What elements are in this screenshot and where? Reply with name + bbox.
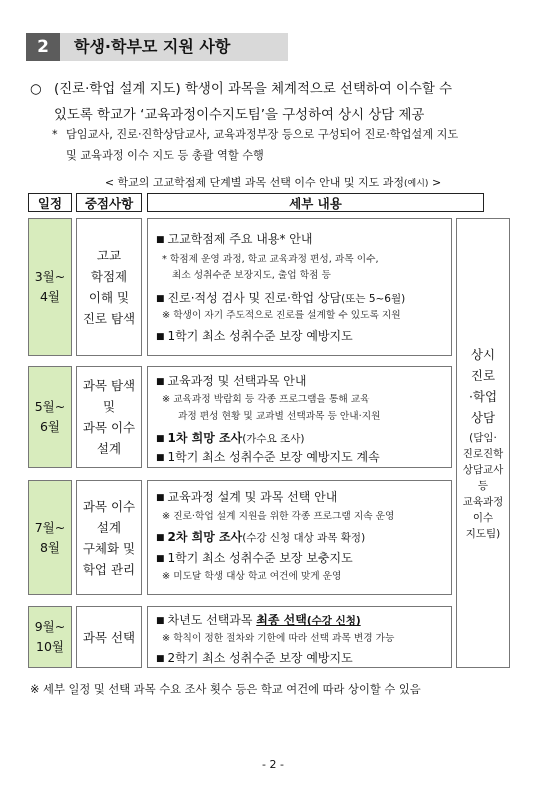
row1-date-cell: 3월~ 4월 <box>28 218 72 356</box>
list-item: ■ 1학기 최소 성취수준 보장 예방지도 <box>156 329 353 343</box>
list-item-note: 과정 편성 현황 및 교과별 선택과목 등 안내·지원 <box>178 411 381 422</box>
footnote-line-2: 및 교육과정 이수 지도 등 총괄 역할 수행 <box>66 149 264 162</box>
row3-date-cell: 7월~ 8월 <box>28 480 72 595</box>
page-number: - 2 - <box>262 758 284 771</box>
bottom-note: ※ 세부 일정 및 선택 과목 수요 조사 횟수 등은 학교 여건에 따라 상이할 수 있음 <box>30 683 421 696</box>
row2-focus-cell: 과목 탐색 및 과목 이수 설계 <box>76 366 142 468</box>
square-bullet-icon: ■ <box>156 654 165 664</box>
section-header <box>26 33 288 61</box>
list-item: ■ 고교학점제 주요 내용* 안내 <box>156 232 313 246</box>
row2-detail-cell <box>147 366 452 468</box>
row2-date-cell: 5월~ 6월 <box>28 366 72 468</box>
counseling-members: (담임· 진로진학 상담교사 등 교육과정 이수 지도팀) <box>462 432 504 540</box>
list-item: ■ 1차 희망 조사(가수요 조사) <box>156 431 305 445</box>
counseling-title: 상시 진로 ·학업 상담 <box>468 347 498 425</box>
square-bullet-icon: ■ <box>156 493 165 503</box>
circle-bullet-icon: ○ <box>30 82 42 97</box>
list-item: ■ 1학기 최소 성취수준 보장 보충지도 <box>156 551 353 565</box>
row4-date-cell: 9월~ 10월 <box>28 606 72 668</box>
intro-line-2: 있도록 학교가 ‘교육과정이수지도팀’을 구성하여 상시 상담 제공 <box>54 108 425 123</box>
row4-focus-cell: 과목 선택 <box>76 606 142 668</box>
square-bullet-icon: ■ <box>156 434 165 444</box>
footnote-line-1: 담임교사, 진로·진학상담교사, 교육과정부장 등으로 구성되어 진로·학업설계 지도 <box>66 128 459 141</box>
square-bullet-icon: ■ <box>156 616 165 626</box>
square-bullet-icon: ■ <box>156 235 165 245</box>
table-caption: < 학교의 고교학점제 단계별 과목 선택 이수 안내 및 지도 과정(예시) > <box>104 176 442 189</box>
row3-detail-cell <box>147 480 452 595</box>
list-item-note: * 학점제 운영 과정, 학교 교육과정 편성, 과목 이수, <box>162 254 379 265</box>
square-bullet-icon: ■ <box>156 453 165 463</box>
row4-detail-cell <box>147 606 452 668</box>
list-item: ■ 1학기 최소 성취수준 보장 예방지도 계속 <box>156 450 380 464</box>
section-number: 2 <box>26 33 60 61</box>
section-title: 학생·학부모 지원 사항 <box>74 37 231 56</box>
list-item-note: ※ 진로·학업 설계 지원을 위한 각종 프로그램 지속 운영 <box>162 511 395 522</box>
list-item: ■ 2차 희망 조사(수강 신청 대상 과목 확정) <box>156 530 366 544</box>
header-focus: 중점사항 <box>76 193 142 212</box>
list-item-note: 최소 성취수준 보장지도, 출업 학점 등 <box>172 270 331 281</box>
list-item: ■ 교육과정 및 선택과목 안내 <box>156 374 307 388</box>
list-item: ■ 진로·적성 검사 및 진로·학업 상담(또는 5~6월) <box>156 291 406 305</box>
counseling-cell <box>456 218 510 668</box>
header-detail: 세부 내용 <box>147 193 484 212</box>
list-item-note: ※ 학칙이 정한 절차와 기한에 따라 선택 과목 변경 가능 <box>162 633 395 644</box>
list-item-note: ※ 학생이 자기 주도적으로 진로를 설계할 수 있도록 지원 <box>162 310 401 321</box>
header-date: 일정 <box>28 193 72 212</box>
square-bullet-icon: ■ <box>156 533 165 543</box>
square-bullet-icon: ■ <box>156 294 165 304</box>
square-bullet-icon: ■ <box>156 554 165 564</box>
list-item-note: ※ 미도달 학생 대상 학교 여건에 맞게 운영 <box>162 571 342 582</box>
list-item: ■ 2학기 최소 성취수준 보장 예방지도 <box>156 651 353 665</box>
asterisk-icon: * <box>52 128 58 141</box>
row1-detail-cell <box>147 218 452 356</box>
square-bullet-icon: ■ <box>156 377 165 387</box>
list-item: ■ 차년도 선택과목 최종 선택(수강 신청) <box>156 613 361 627</box>
list-item-note: ※ 교육과정 박람회 등 각종 프로그램을 통해 교육 <box>162 394 370 405</box>
row3-focus-cell: 과목 이수 설계 구체화 및 학업 관리 <box>76 480 142 595</box>
list-item: ■ 교육과정 설계 및 과목 선택 안내 <box>156 490 338 504</box>
row1-focus-cell: 고교 학점제 이해 및 진로 탐색 <box>76 218 142 356</box>
square-bullet-icon: ■ <box>156 332 165 342</box>
intro-line-1: (진로·학업 설계 지도) 학생이 과목을 체계적으로 선택하여 이수할 수 <box>54 82 453 97</box>
